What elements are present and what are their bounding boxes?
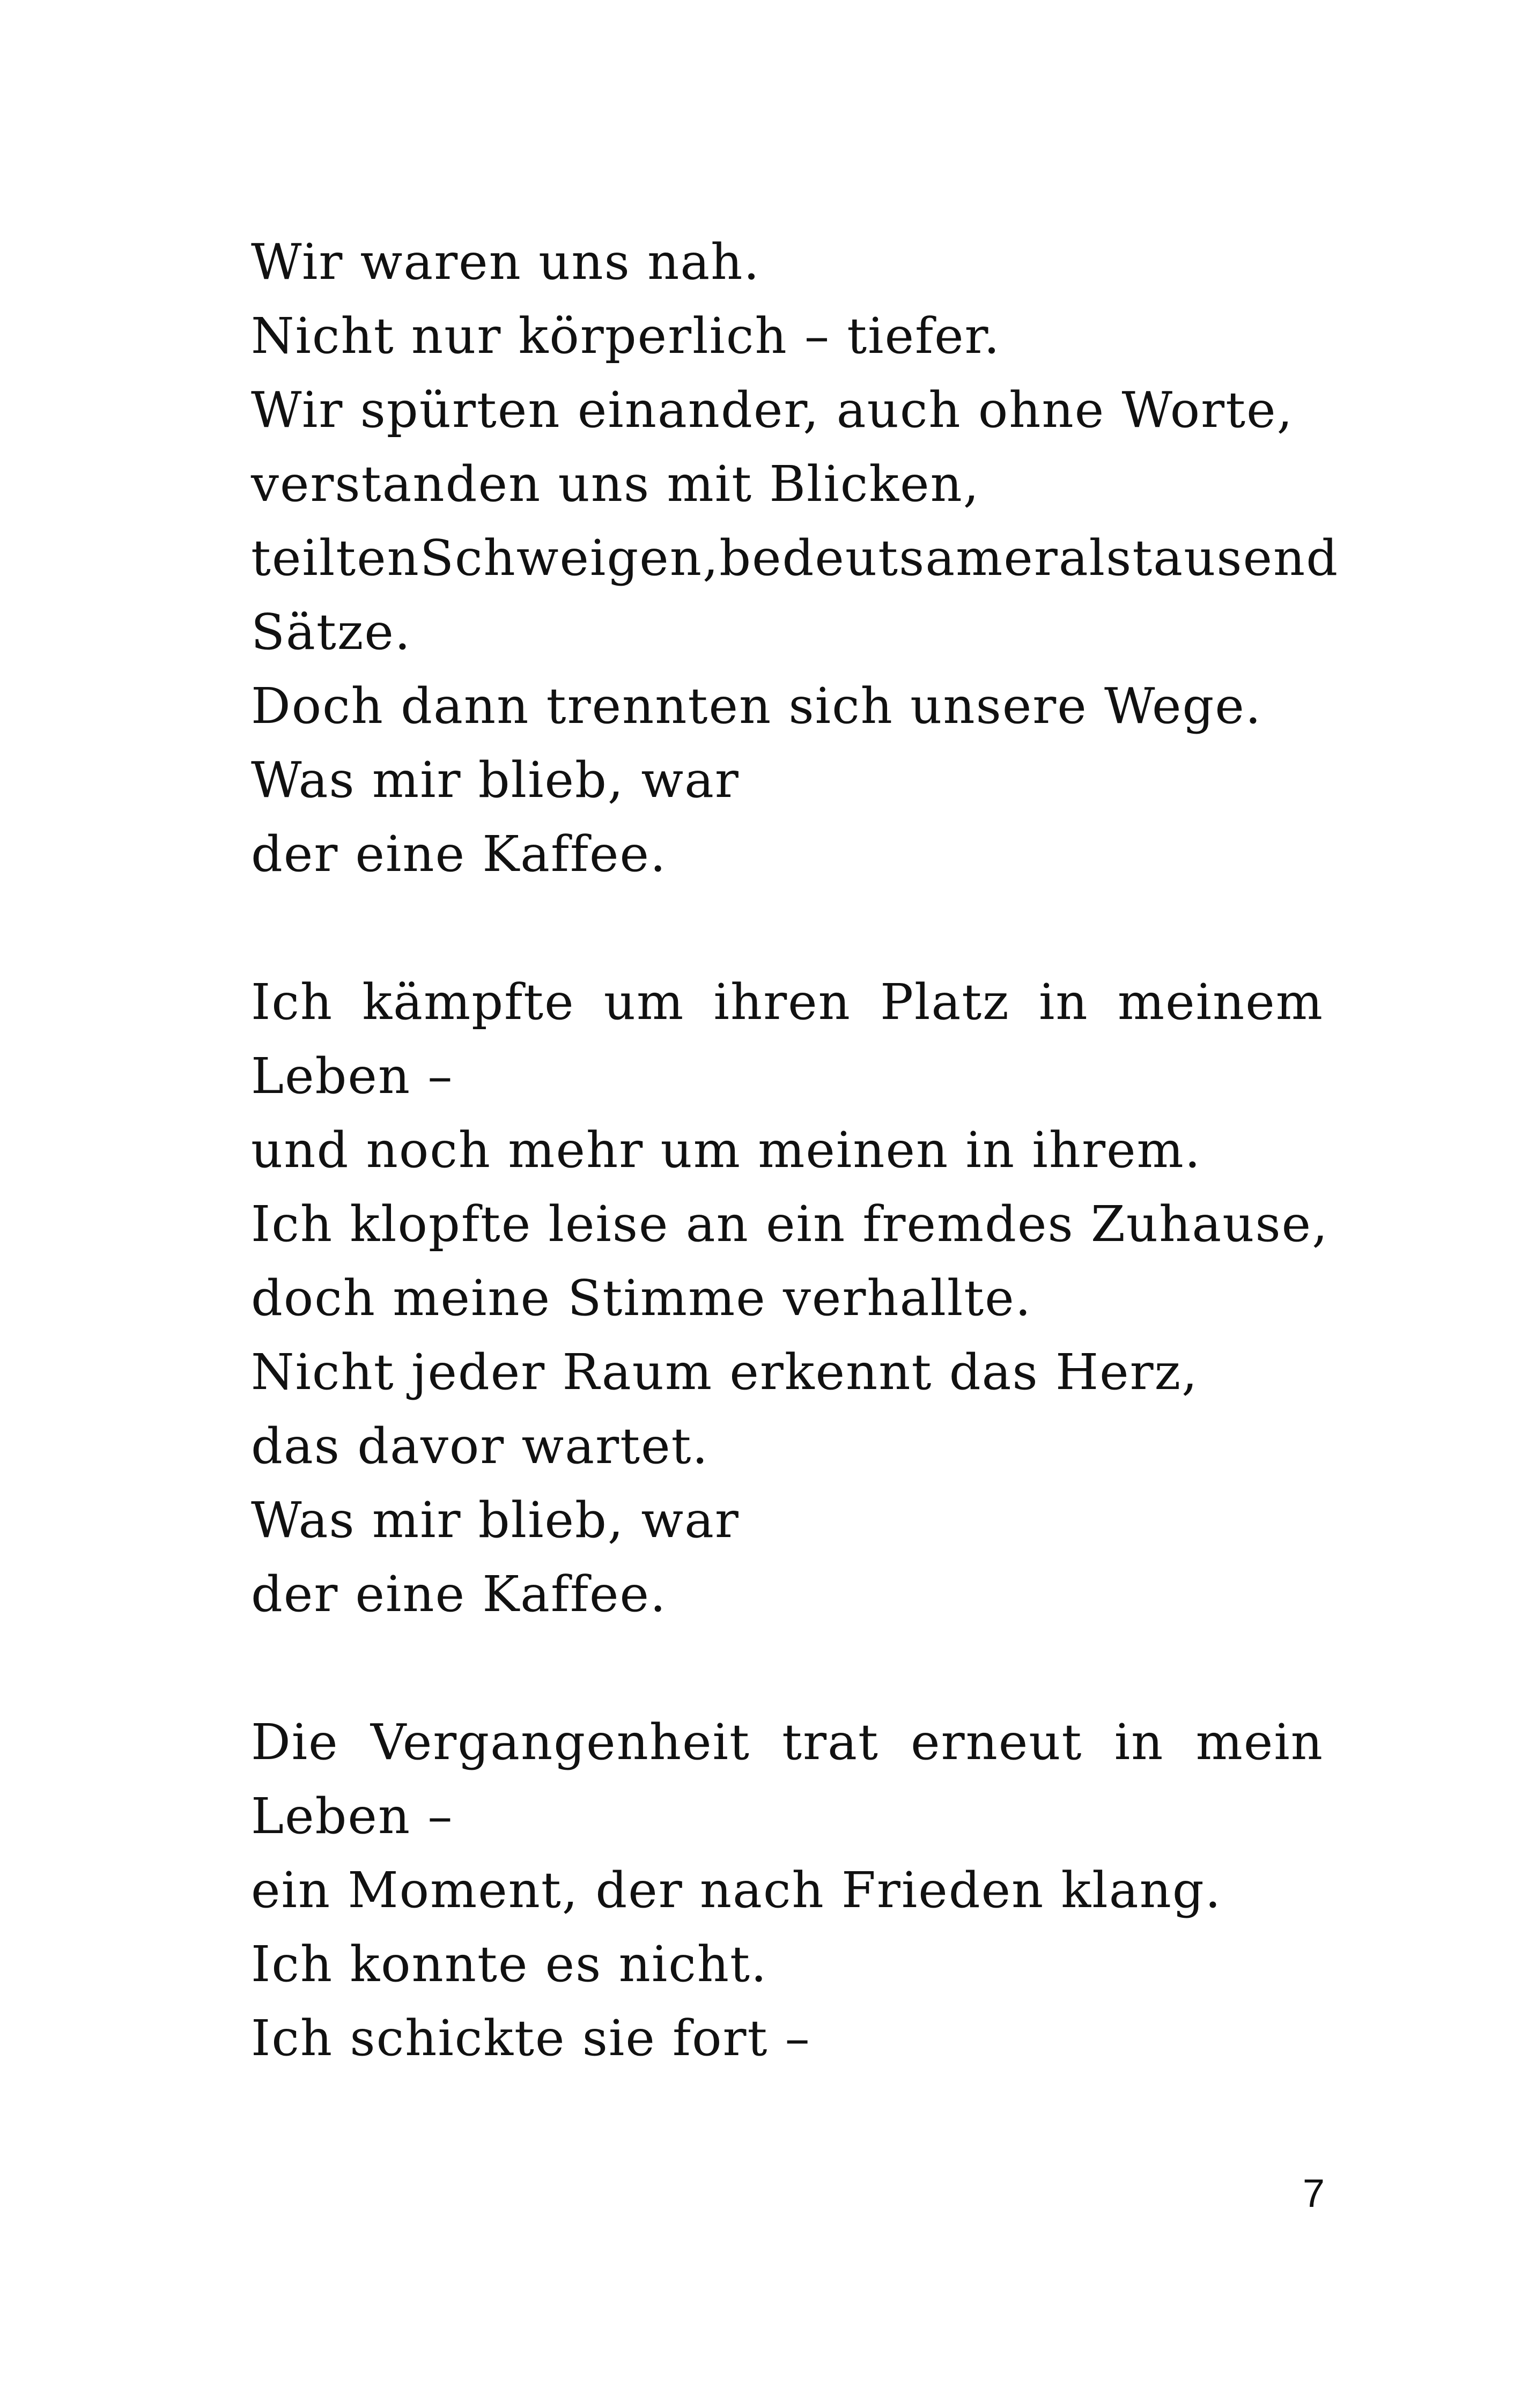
poem-word: ihren — [713, 973, 851, 1031]
poem-line: das davor wartet. — [251, 1417, 709, 1475]
poem-line: verstanden uns mit Blicken, — [251, 455, 980, 513]
poem-word: Ich — [251, 973, 334, 1031]
poem-line: doch meine Stimme verhallte. — [251, 1269, 1032, 1327]
stanza-break — [251, 1631, 1324, 1705]
poem-line: Sätze. — [251, 603, 412, 661]
poem-word: erneut — [911, 1713, 1083, 1771]
poem-word: Vergangenheit — [370, 1713, 750, 1771]
poem-line — [251, 965, 1324, 1039]
poem-word: tausend — [1132, 529, 1339, 587]
poem-word: trat — [782, 1713, 879, 1771]
stanza-1 — [251, 225, 1339, 891]
poem-word: bedeutsamer — [719, 529, 1059, 587]
poem-line: Doch dann trennten sich unsere Wege. — [251, 677, 1262, 735]
poem-line: Nicht nur körperlich – tiefer. — [251, 307, 1001, 365]
poem-line — [251, 521, 1339, 595]
poem-line: der eine Kaffee. — [251, 1565, 667, 1623]
poem-line: Leben – — [251, 1047, 454, 1105]
poem-line: der eine Kaffee. — [251, 825, 667, 883]
poem-line: Nicht jeder Raum erkennt das Herz, — [251, 1343, 1199, 1401]
poem-word: Schweigen, — [419, 529, 720, 587]
stanza-2 — [251, 965, 1329, 1631]
poem-line: Wir waren uns nah. — [251, 233, 760, 291]
poem-word: Die — [251, 1713, 339, 1771]
poem-word: meinem — [1117, 973, 1324, 1031]
poem-word: Platz — [880, 973, 1010, 1031]
poem-word: in — [1038, 973, 1089, 1031]
poem-line: Ich schickte sie fort – — [251, 2010, 811, 2067]
poem-line: Was mir blieb, war — [251, 1491, 740, 1549]
poem-text — [251, 225, 1339, 2075]
poem-line: Ich klopfte leise an ein fremdes Zuhause, — [251, 1195, 1329, 1253]
page-number: 7 — [1302, 2171, 1325, 2215]
poem-line — [251, 1705, 1324, 1779]
poem-line: und noch mehr um meinen in ihrem. — [251, 1121, 1201, 1179]
poem-line: Was mir blieb, war — [251, 751, 740, 809]
poem-word: in — [1114, 1713, 1164, 1771]
stanza-break — [251, 891, 1324, 965]
stanza-3 — [251, 1705, 1324, 2075]
poem-line: Wir spürten einander, auch ohne Worte, — [251, 381, 1294, 439]
poem-word: teilten — [251, 529, 420, 587]
poem-line: Leben – — [251, 1787, 454, 1845]
poem-word: als — [1058, 529, 1133, 587]
poem-word: kämpfte — [362, 973, 575, 1031]
poem-word: um — [603, 973, 685, 1031]
poem-word: mein — [1195, 1713, 1324, 1771]
poem-line: ein Moment, der nach Frieden klang. — [251, 1862, 1222, 1919]
poem-line: Ich konnte es nicht. — [251, 1936, 768, 1993]
